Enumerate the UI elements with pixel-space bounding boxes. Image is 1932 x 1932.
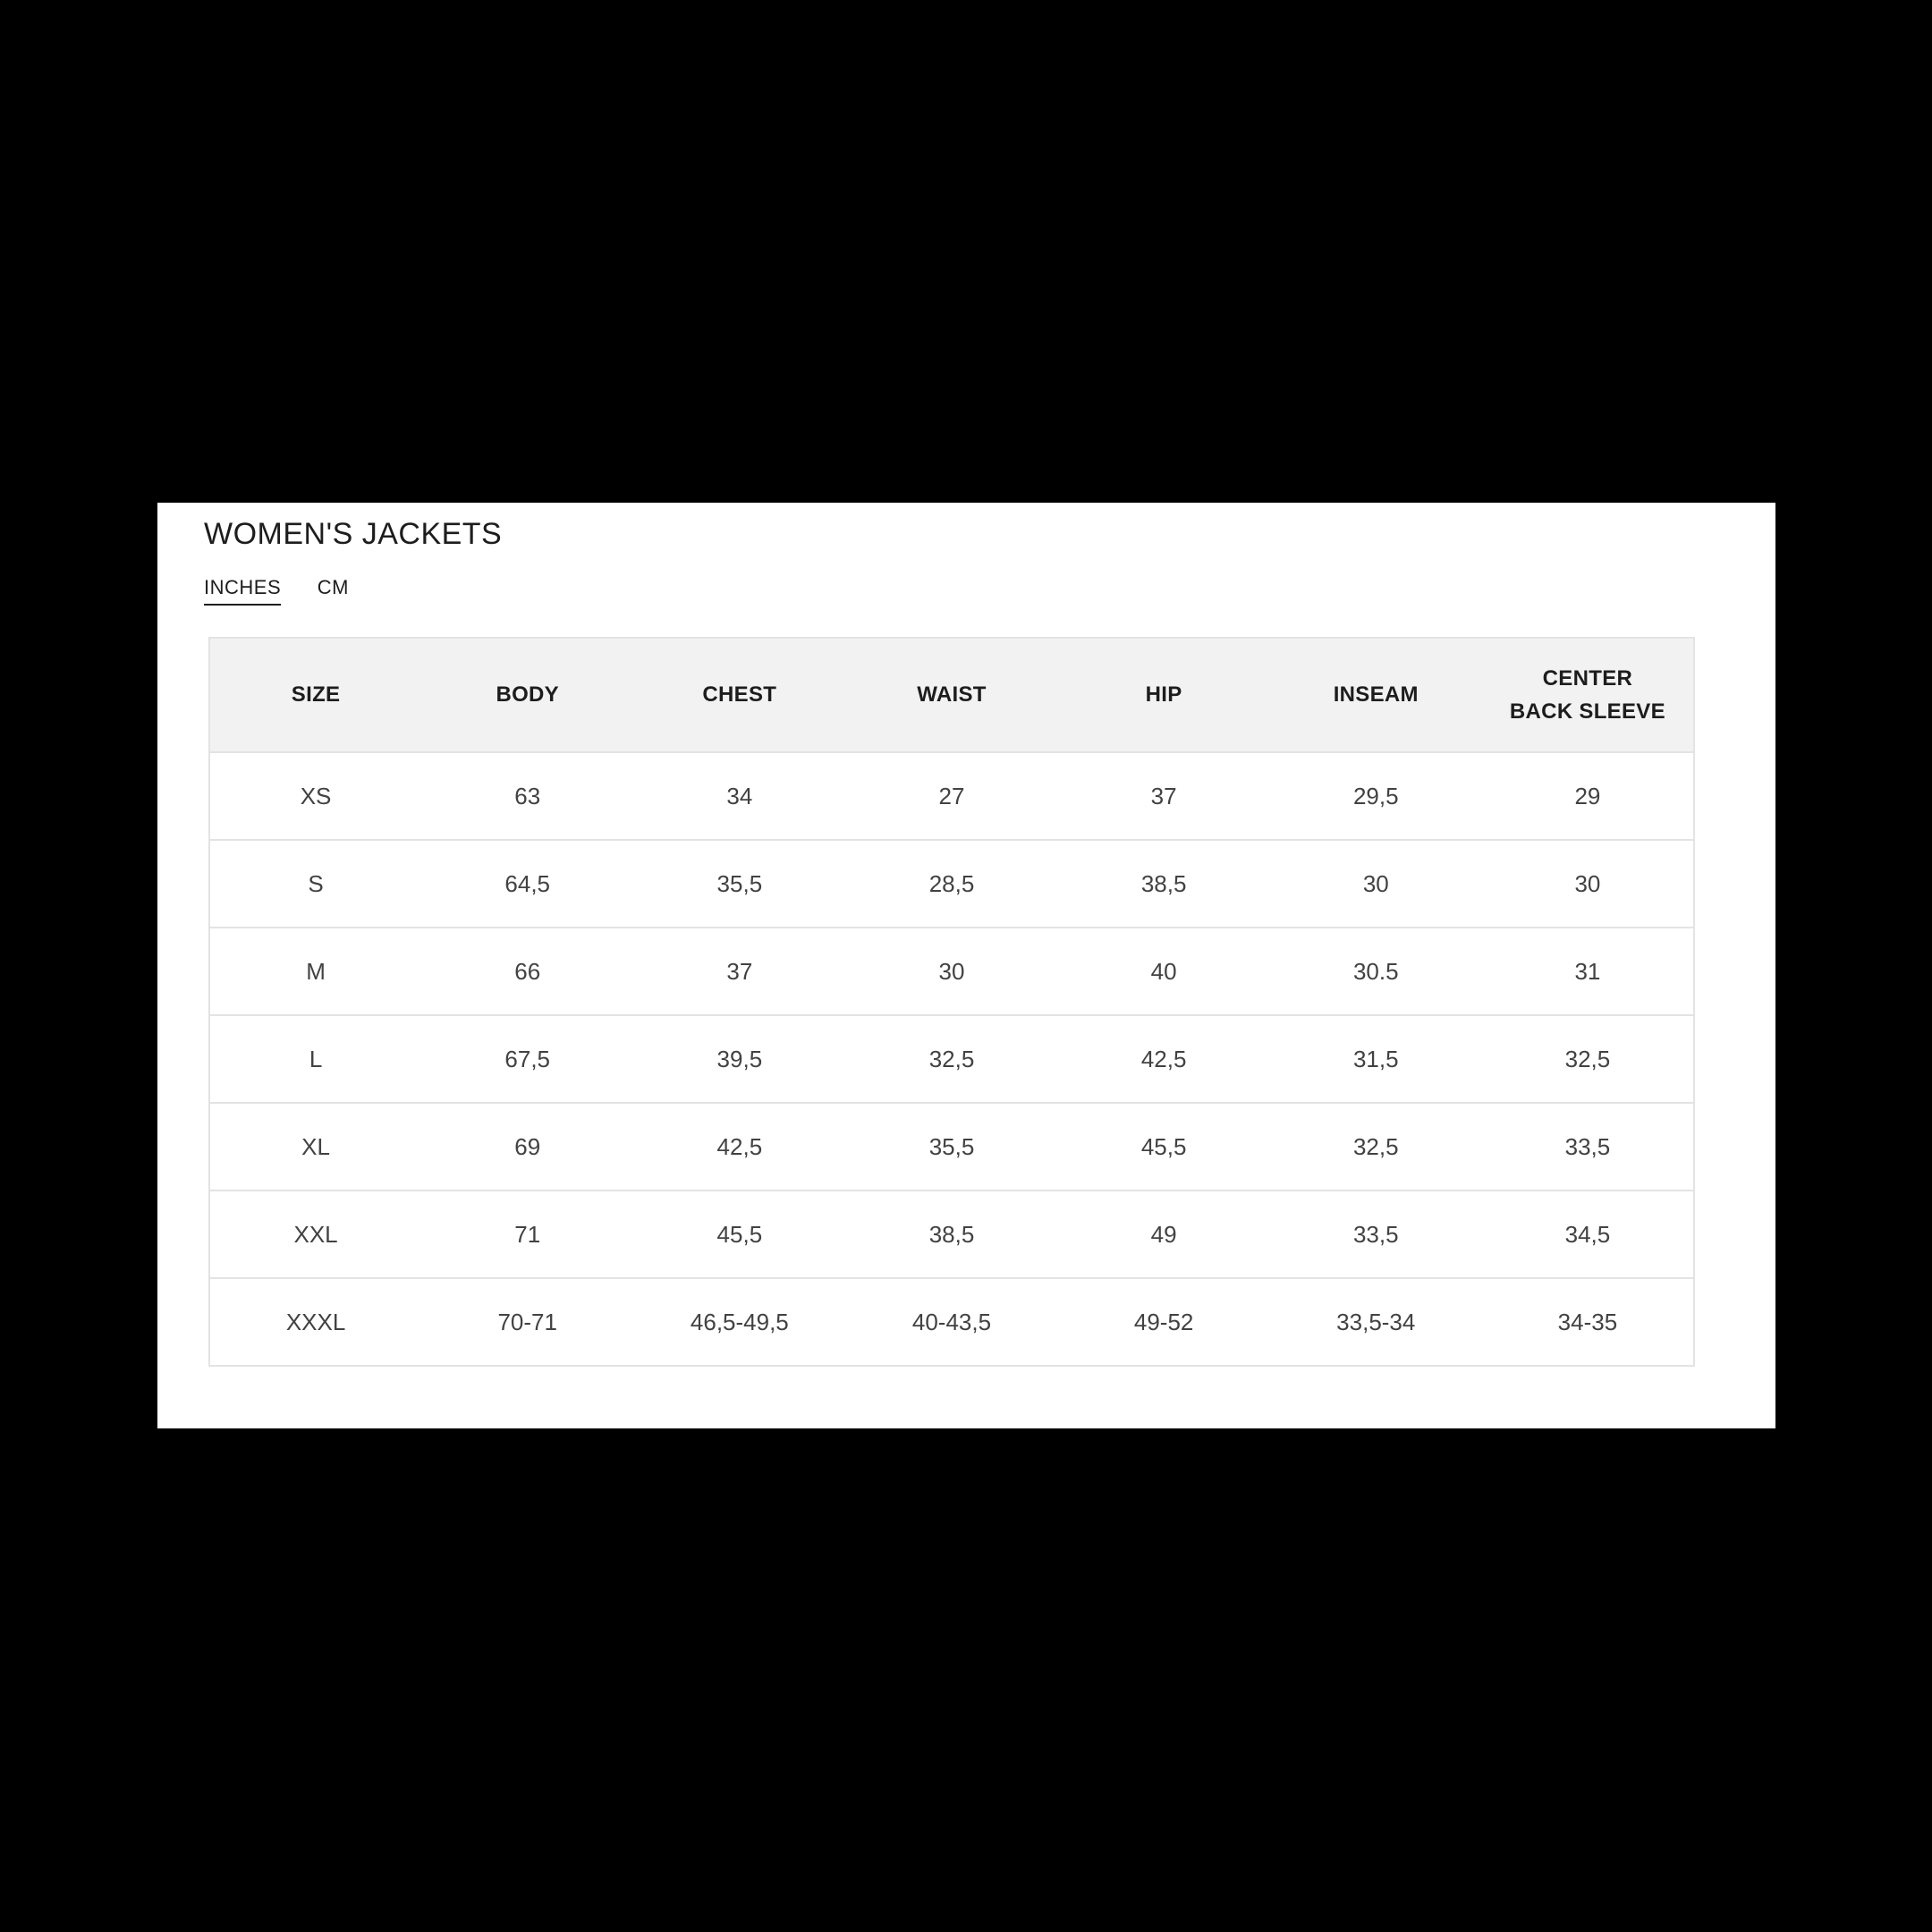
size-cell: M [209,928,421,1015]
column-header-label: WAIST [917,682,987,708]
value-cell: 30 [1270,840,1482,928]
value-cell: 49-52 [1058,1278,1270,1366]
value-cell: 27 [938,782,965,809]
table-row-xxxl [209,1278,1694,1366]
value-cell: 45,5 [633,1191,845,1278]
value-cell: 28,5 [845,840,1057,928]
value-cell: 35,5 [845,1103,1057,1191]
size-chart-table-container [208,637,1695,1367]
table-header-row [209,638,1694,752]
column-header-label: INSEAM [1333,682,1419,708]
value-cell: 31 [1482,928,1694,1015]
column-header-center-back-sleeve [1482,638,1694,752]
table-row-l [209,1015,1694,1103]
value-cell: 30 [1482,840,1694,928]
value-cell: 49 [1058,1191,1270,1278]
value-cell: 33,5 [1270,1191,1482,1278]
value-cell: 42,5 [633,1103,845,1191]
page-title: WOMEN'S JACKETS [204,517,503,551]
value-cell: 39,5 [633,1015,845,1103]
value-cell: 29,5 [1352,782,1399,809]
column-header-label: BODY [496,682,559,708]
column-header-inseam [1270,638,1482,752]
size-cell: S [209,840,421,928]
column-header-waist [845,638,1057,752]
value-cell: 38,5 [1058,840,1270,928]
column-header-label: CENTER BACK SLEEVE [1509,665,1665,724]
value-cell: 66 [421,928,633,1015]
size-chart-panel [157,503,1775,1428]
value-cell: 42,5 [1058,1015,1270,1103]
value-cell: 34-35 [1482,1278,1694,1366]
value-cell: 40-43,5 [845,1278,1057,1366]
value-cell: 71 [421,1191,633,1278]
value-cell: 40 [1058,928,1270,1015]
table-row-xl [209,1103,1694,1191]
value-cell: 63 [514,782,541,809]
table-row-m [209,928,1694,1015]
unit-option-inches[interactable]: INCHES [204,576,281,606]
table-body [209,752,1694,1366]
value-cell: 37 [1150,782,1177,809]
size-cell: XL [209,1103,421,1191]
value-cell: 31,5 [1270,1015,1482,1103]
value-cell: 33,5-34 [1270,1278,1482,1366]
value-cell: 67,5 [421,1015,633,1103]
value-cell: 30.5 [1270,928,1482,1015]
value-cell: 35,5 [633,840,845,928]
column-header-hip [1058,638,1270,752]
value-cell: 46,5-49,5 [633,1278,845,1366]
value-cell: 34 [726,782,753,809]
column-header-size [209,638,421,752]
size-cell: XS [300,782,332,809]
unit-toggle [204,576,379,606]
table-row-s [209,840,1694,928]
unit-option-cm[interactable]: CM [317,576,349,598]
column-header-body [421,638,633,752]
size-chart-table [208,637,1695,1367]
value-cell: 64,5 [421,840,633,928]
column-header-label: CHEST [702,682,777,708]
size-cell: L [209,1015,421,1103]
size-cell: XXL [209,1191,421,1278]
value-cell: 34,5 [1482,1191,1694,1278]
value-cell: 69 [421,1103,633,1191]
column-header-label: SIZE [291,682,341,708]
size-cell: XXXL [209,1278,421,1366]
value-cell: 32,5 [1270,1103,1482,1191]
table-row-xs [209,752,1694,840]
column-header-chest [633,638,845,752]
value-cell: 70-71 [421,1278,633,1366]
value-cell: 30 [845,928,1057,1015]
value-cell: 45,5 [1058,1103,1270,1191]
table-row-xxl [209,1191,1694,1278]
value-cell: 33,5 [1482,1103,1694,1191]
value-cell: 38,5 [845,1191,1057,1278]
value-cell: 29 [1574,782,1601,809]
value-cell: 32,5 [845,1015,1057,1103]
value-cell: 32,5 [1482,1015,1694,1103]
value-cell: 37 [633,928,845,1015]
column-header-label: HIP [1145,682,1182,708]
